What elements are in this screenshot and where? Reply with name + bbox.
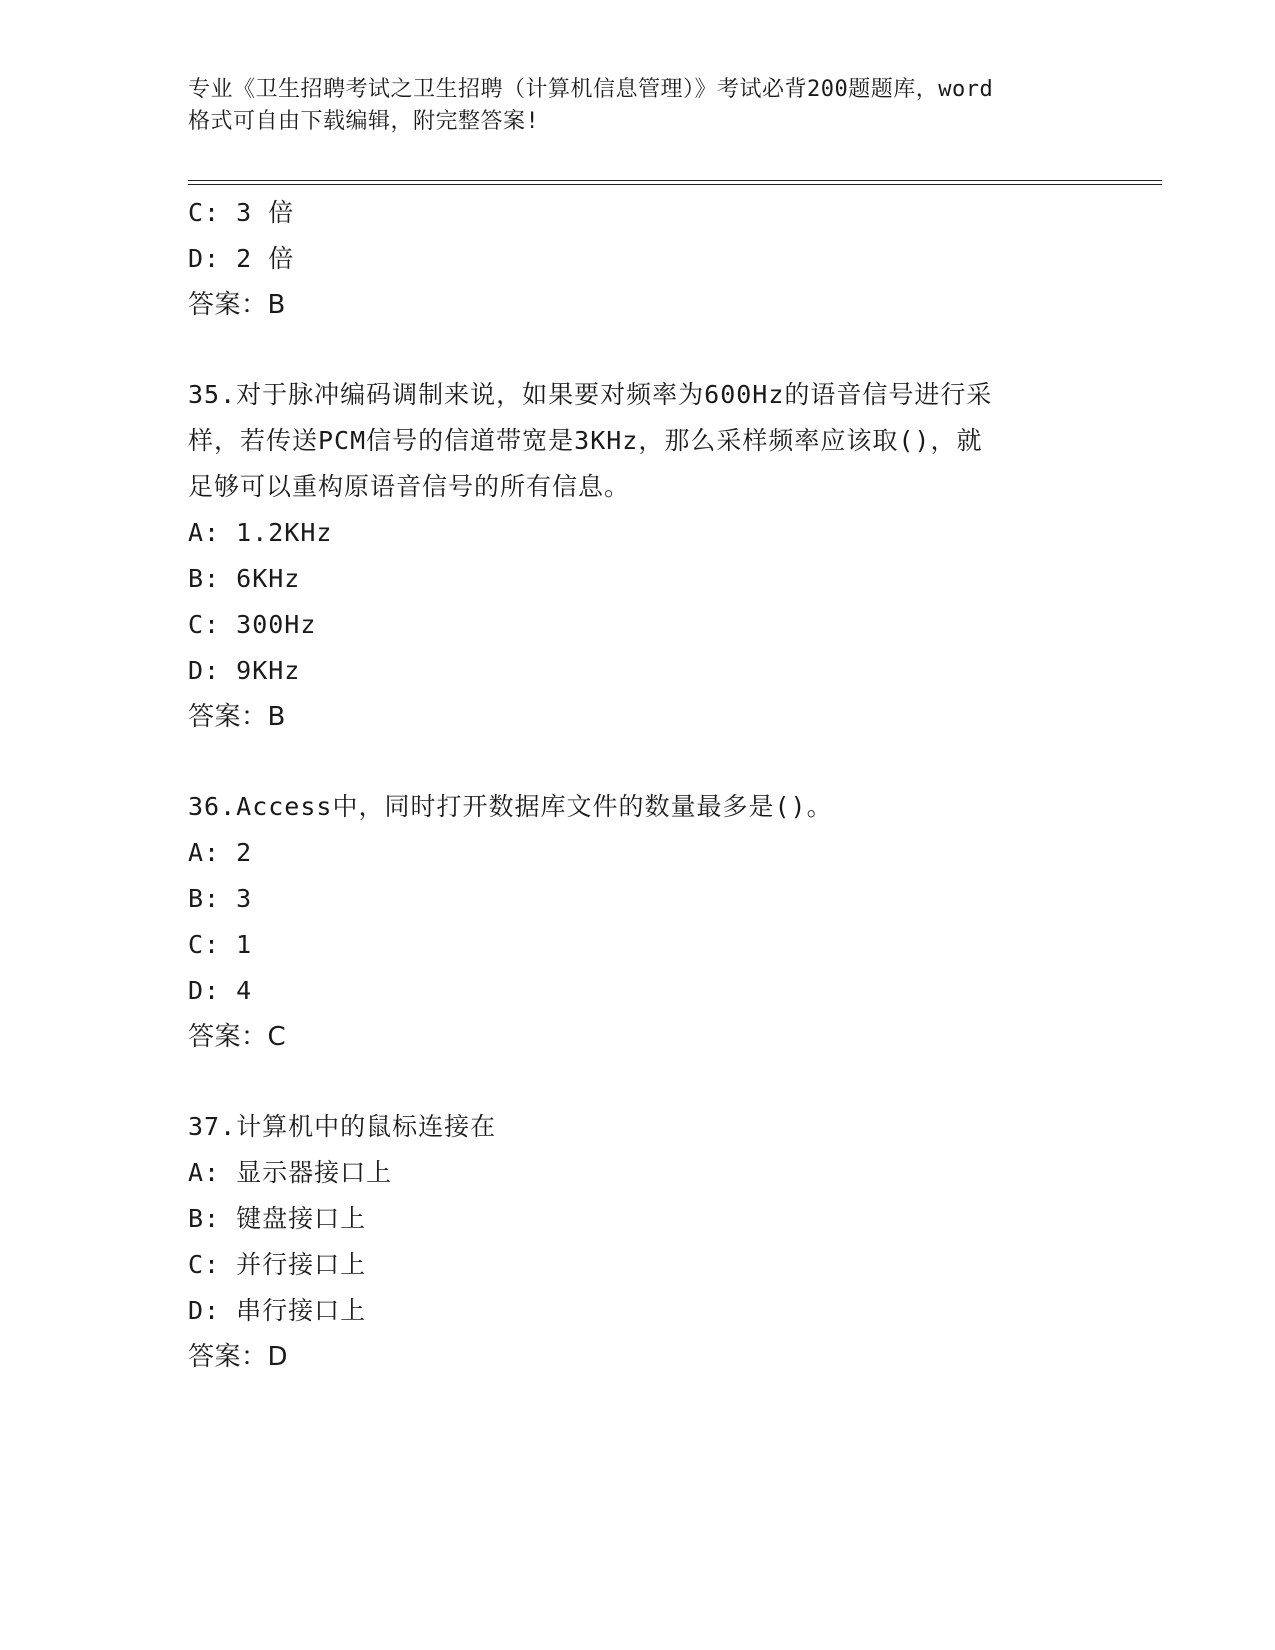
answer-line: 答案：B — [188, 290, 286, 320]
option-d: D: 9KHz — [188, 656, 301, 685]
question-34-tail — [188, 190, 1088, 328]
option-a: A: 显示器接口上 — [188, 1158, 393, 1187]
option-b: B: 3 — [188, 884, 253, 913]
option-c: C: 300Hz — [188, 610, 317, 639]
option-c: C: 3 倍 — [188, 198, 295, 227]
option-b: B: 6KHz — [188, 564, 301, 593]
option-d: D: 2 倍 — [188, 244, 295, 273]
header-line-2: 格式可自由下载编辑，附完整答案! — [188, 109, 540, 134]
document-header — [188, 74, 1108, 138]
option-d: D: 串行接口上 — [188, 1296, 367, 1325]
option-a: A: 1.2KHz — [188, 518, 333, 547]
question-stem-line: 37.计算机中的鼠标连接在 — [188, 1112, 497, 1141]
option-c: C: 1 — [188, 930, 253, 959]
question-stem-line: 36.Access中，同时打开数据库文件的数量最多是()。 — [188, 792, 833, 821]
question-35 — [188, 372, 1088, 740]
option-c: C: 并行接口上 — [188, 1250, 367, 1279]
option-a: A: 2 — [188, 838, 253, 867]
header-divider-bottom — [188, 184, 1162, 185]
header-line-1: 专业《卫生招聘考试之卫生招聘（计算机信息管理）》考试必背200题题库，word — [188, 77, 994, 102]
answer-line: 答案：B — [188, 702, 286, 732]
option-d: D: 4 — [188, 976, 253, 1005]
option-b: B: 键盘接口上 — [188, 1204, 367, 1233]
question-stem-line: 样，若传送PCM信号的信道带宽是3KHz，那么采样频率应该取()，就 — [188, 426, 983, 455]
answer-line: 答案：C — [188, 1022, 287, 1052]
answer-line: 答案：D — [188, 1342, 289, 1372]
header-divider-top — [188, 180, 1162, 181]
question-stem-line: 足够可以重构原语音信号的所有信息。 — [188, 472, 631, 501]
question-37 — [188, 1104, 1088, 1380]
question-list — [188, 190, 1088, 1380]
question-stem-line: 35.对于脉冲编码调制来说，如果要对频率为600Hz的语音信号进行采 — [188, 380, 993, 409]
question-36 — [188, 784, 1088, 1060]
